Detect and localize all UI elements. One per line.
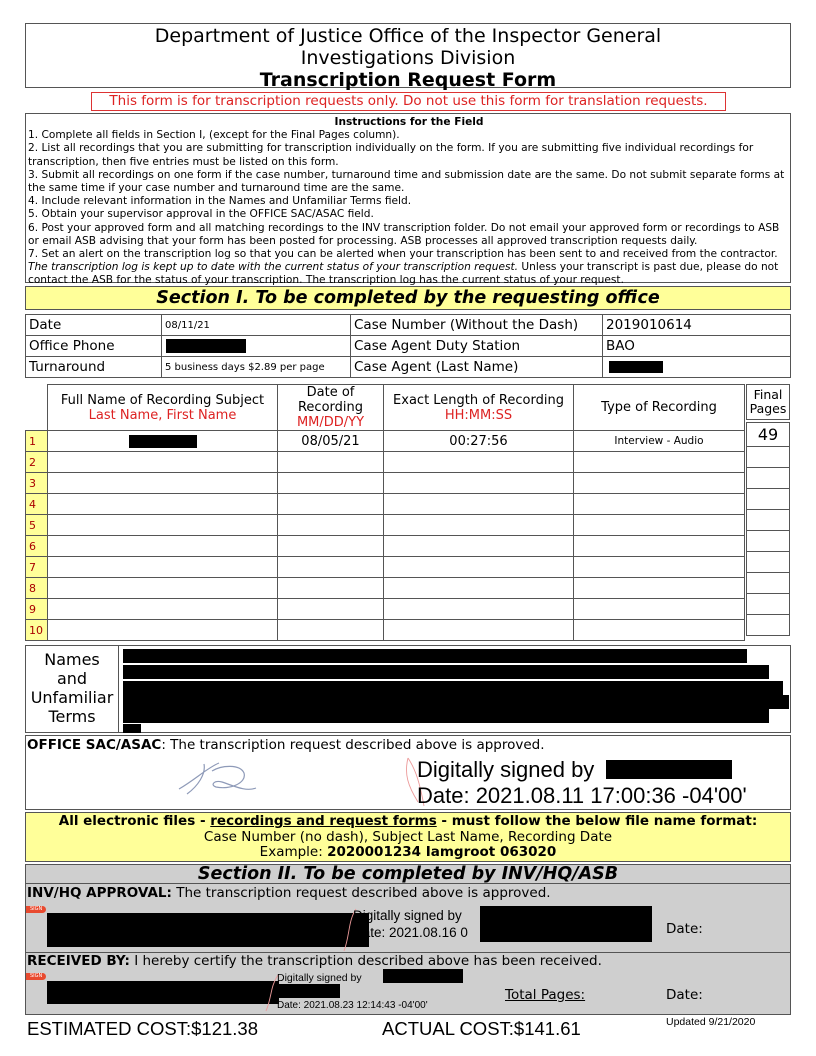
sac-label: OFFICE SAC/ASAC <box>27 737 162 753</box>
row-number: 7 <box>26 557 48 578</box>
sign-tag-icon[interactable]: SIGN <box>26 973 46 980</box>
office-phone-field[interactable] <box>162 336 351 357</box>
section1-title: Section I. To be completed by the requesting office <box>25 286 791 310</box>
instructions-title: Instructions for the Field <box>334 116 484 128</box>
names-terms-label: Names and Unfamiliar Terms <box>26 646 119 732</box>
row-number: 5 <box>26 515 48 536</box>
turnaround-field[interactable]: 5 business days $2.89 per page <box>162 357 351 378</box>
row-number: 6 <box>26 536 48 557</box>
instruction-item: 6. Post your approved form and all matching recordings to the INV transcription folder. Do not email your approved form or recordings to ASB or email ASB advising that your form has been posted for processing. ASB processes all approved transcription requests daily. <box>28 221 780 247</box>
date-label: Date <box>26 315 162 336</box>
translation-warning: This form is for transcription requests only. Do not use this form for translation requests. <box>91 92 726 111</box>
row-number: 3 <box>26 473 48 494</box>
final-pages-header: Final Pages <box>747 385 790 420</box>
table-row <box>26 536 745 557</box>
subject-name-field[interactable] <box>48 431 278 452</box>
hq-digital-signed: Digitally signed by <box>353 908 462 923</box>
hq-signature-date: Date: 2021.08.16 0 <box>353 925 468 940</box>
row-number: 10 <box>26 620 48 641</box>
form-title: Transcription Request Form <box>259 69 557 91</box>
hq-date-label: Date: <box>666 921 703 937</box>
files-link-text: recordings and request forms <box>210 813 437 829</box>
case-number-label: Case Number (Without the Dash) <box>351 315 603 336</box>
updated-date: Updated 9/21/2020 <box>666 1016 756 1028</box>
table-row <box>26 431 745 452</box>
hq-approval-label: INV/HQ APPROVAL: <box>27 885 172 901</box>
col-header-date: Date of Recording MM/DD/YY <box>278 385 384 431</box>
recording-length-field[interactable]: 00:27:56 <box>384 431 574 452</box>
total-pages-label: Total Pages: <box>505 987 586 1003</box>
instruction-item: 3. Submit all recordings on one form if the case number, turnaround time and submission date are the same. Do not submit separate forms at the same time if your case number and turnaround time are the same. <box>28 168 785 195</box>
case-agent-field[interactable] <box>603 357 791 378</box>
table-row <box>26 620 745 641</box>
section2-title: Section II. To be completed by INV/HQ/ASB <box>26 865 790 884</box>
row-number: 2 <box>26 452 48 473</box>
section2-box: Section II. To be completed by INV/HQ/ASB INV/HQ APPROVAL: The transcription request described above is approved. SIGN Digitally signed by Date: 2021.08.16 0 Date: RECEIVED BY: I hereby certify the transcription described above has been received. SIGN Digitally signed by Date: 2021.08.23 12:14:43 -04'00' Total Pages: Date: <box>25 864 791 1015</box>
instruction-item: 7. Set an alert on the transcription log so that you can be alerted when your transcription has been sent to and received from the contractor. <box>28 248 778 261</box>
instructions-box <box>25 113 791 287</box>
sac-text: : The transcription request described above is approved. <box>161 737 545 753</box>
recording-date-field[interactable]: 08/05/21 <box>278 431 384 452</box>
received-digital-signed: Digitally signed by <box>277 972 362 984</box>
table-row <box>26 494 745 515</box>
instruction-tail: Unless your transcript is past due, please do not contact the ASB for the status of your transcription. The transcription log has the current status of your request. <box>28 261 779 287</box>
col-header-name: Full Name of Recording Subject Last Name, First Name <box>48 385 278 431</box>
actual-cost: ACTUAL COST:$141.61 <box>382 1018 581 1039</box>
table-row <box>26 599 745 620</box>
table-row <box>26 515 745 536</box>
names-terms-field[interactable] <box>120 646 790 732</box>
turnaround-label: Turnaround <box>26 357 162 378</box>
sac-approval-box <box>25 735 791 810</box>
header-division: Investigations Division <box>300 47 516 69</box>
office-phone-label: Office Phone <box>26 336 162 357</box>
sac-signature-date: Date: 2021.08.11 17:00:36 -04'00' <box>417 783 747 808</box>
header-agency: Department of Justice Office of the Inspector General <box>154 25 662 47</box>
table-row <box>26 578 745 599</box>
case-agent-label: Case Agent (Last Name) <box>351 357 603 378</box>
duty-station-label: Case Agent Duty Station <box>351 336 603 357</box>
received-by-label: RECEIVED BY: <box>27 953 130 969</box>
row-number: 1 <box>26 431 48 452</box>
instruction-item: 4. Include relevant information in the Names and Unfamiliar Terms field. <box>28 195 412 208</box>
final-pages-column <box>746 384 790 636</box>
names-terms-box <box>25 645 791 733</box>
col-header-type: Type of Recording <box>574 385 745 431</box>
table-row <box>26 557 745 578</box>
duty-station-field[interactable]: BAO <box>603 336 791 357</box>
file-format-notice: All electronic files - recordings and request forms - must follow the below file name format: Case Number (no dash), Subject Last Name, Recording Date Example: 2020001234 Iamgroot 063020 <box>25 812 791 862</box>
received-signature-date: Date: 2021.08.23 12:14:43 -04'00' <box>277 1000 428 1011</box>
table-row <box>26 473 745 494</box>
instruction-item: 5. Obtain your supervisor approval in the OFFICE SAC/ASAC field. <box>28 208 374 221</box>
case-number-field[interactable]: 2019010614 <box>603 315 791 336</box>
request-fields <box>25 314 791 378</box>
row-number: 9 <box>26 599 48 620</box>
table-row <box>26 452 745 473</box>
final-pages-field[interactable]: 49 <box>747 423 790 447</box>
handwritten-signature <box>174 756 262 800</box>
sign-tag-icon[interactable]: SIGN <box>26 906 46 913</box>
received-date-label: Date: <box>666 987 703 1003</box>
estimated-cost: ESTIMATED COST:$121.38 <box>27 1018 258 1039</box>
row-number: 4 <box>26 494 48 515</box>
date-field[interactable]: 08/11/21 <box>162 315 351 336</box>
instruction-item: 2. List all recordings that you are submitting for transcription individually on the form. If you are submitting five individual recordings for transcription, then five entries must be listed on this form. <box>28 142 754 168</box>
recording-type-field[interactable]: Interview - Audio <box>574 431 745 452</box>
recordings-table <box>25 384 745 641</box>
instruction-italic: The transcription log is kept up to date with the current status of your transcription request. <box>28 261 519 274</box>
instruction-note <box>28 261 790 287</box>
row-number: 8 <box>26 578 48 599</box>
col-header-length: Exact Length of Recording HH:MM:SS <box>384 385 574 431</box>
form-header <box>25 23 791 91</box>
instruction-item: 1. Complete all fields in Section I, (except for the Final Pages column). <box>28 129 400 142</box>
sac-digital-signed: Digitally signed by <box>417 757 595 782</box>
